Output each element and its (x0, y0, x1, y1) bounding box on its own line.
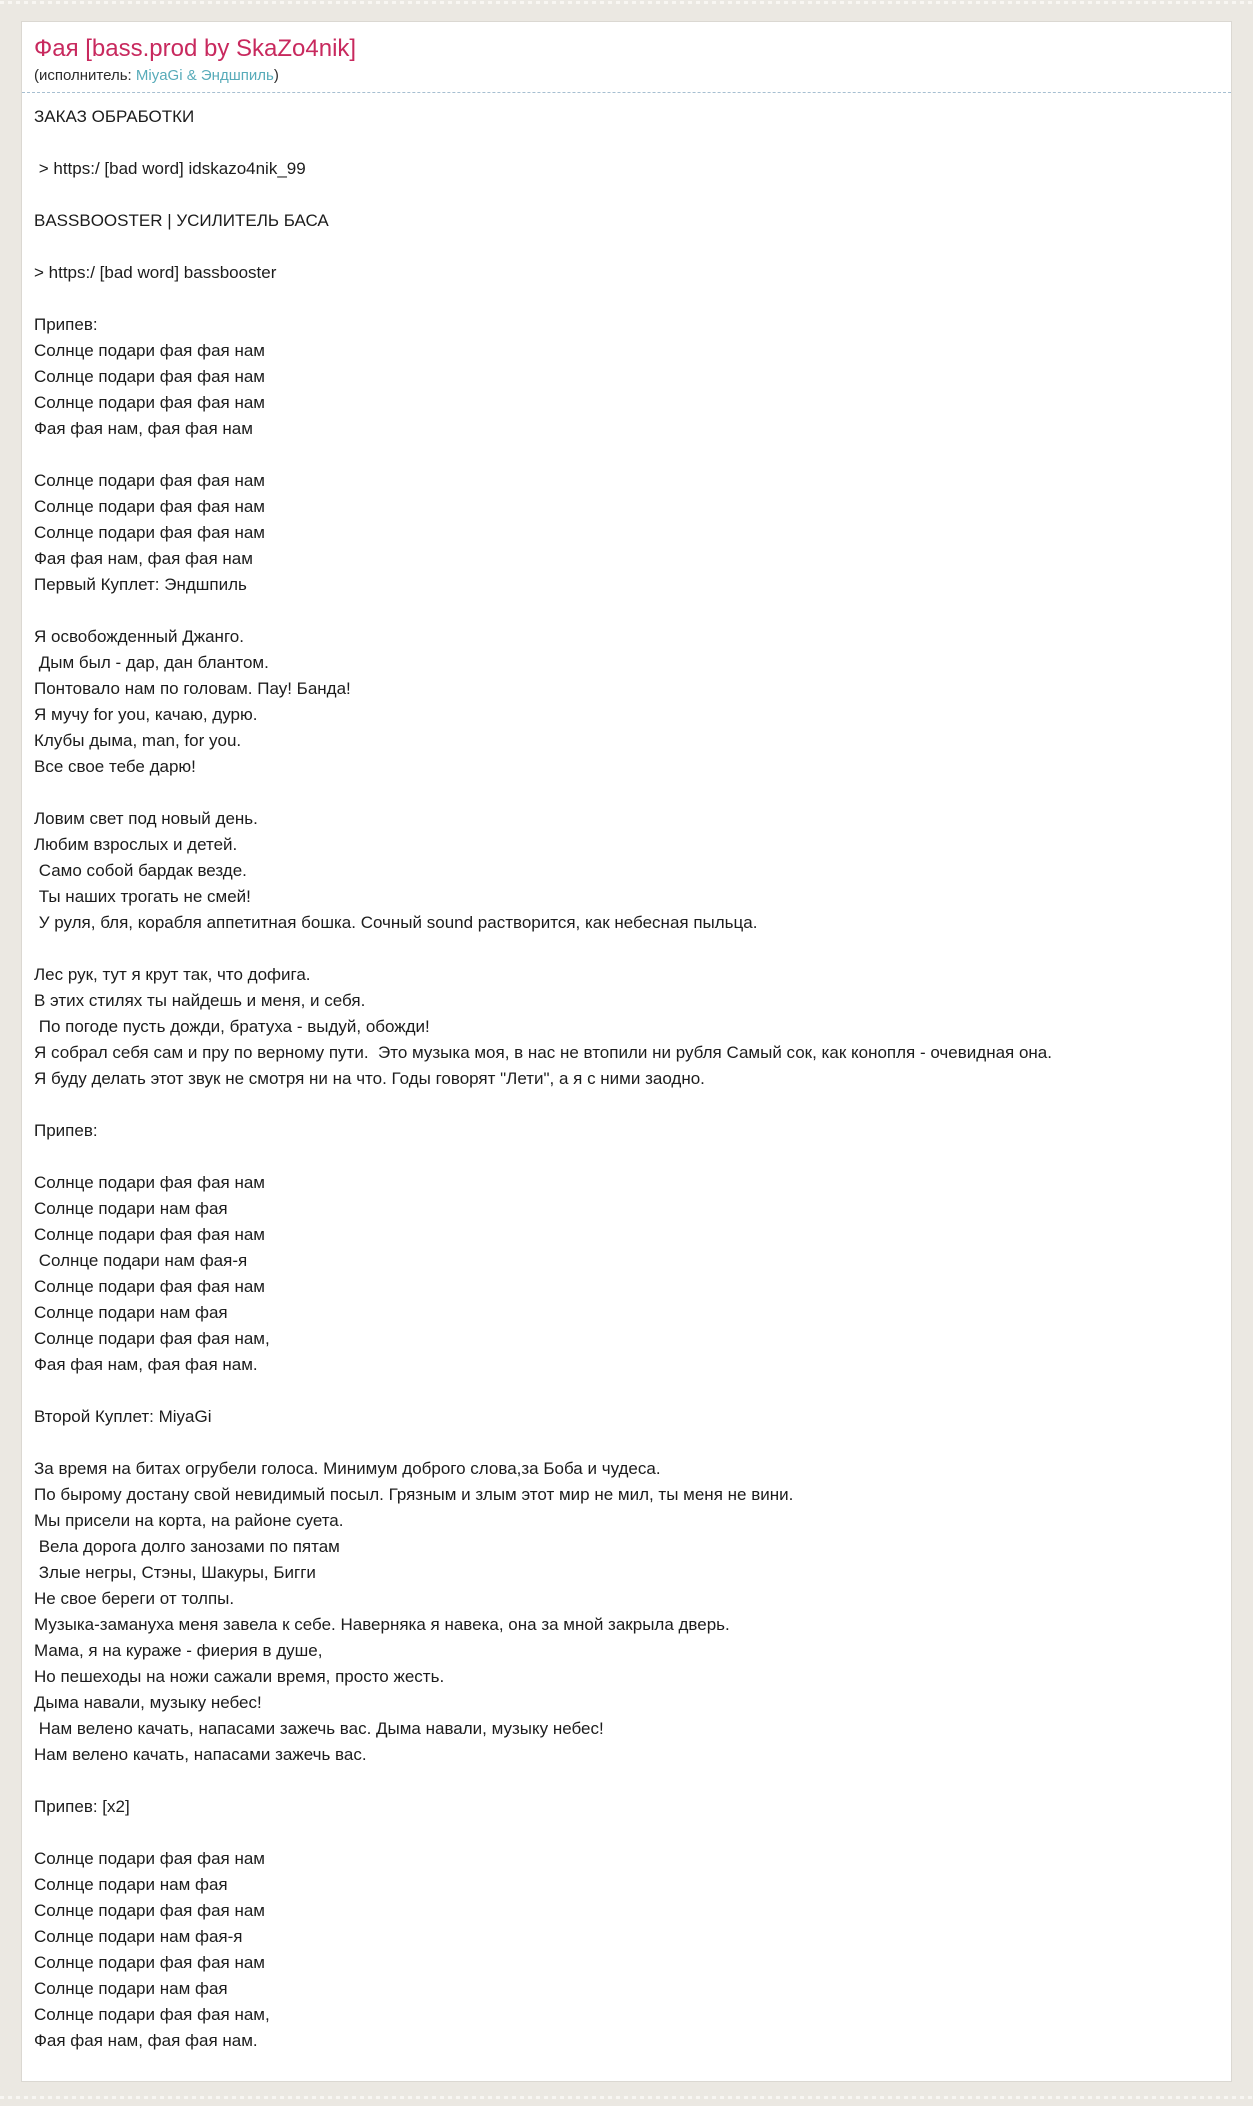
lyrics-text (34, 104, 1231, 2054)
lyric-line: Вела дорога долго занозами по пятам (34, 1536, 340, 1556)
lyric-line (34, 1430, 1231, 1456)
lyric-line: Солнце подари фая фая нам (34, 470, 265, 490)
lyric-line: По погоде пусть дожди, братуха - выдуй, обожди! (34, 1016, 430, 1036)
lyric-line: Все свое тебе дарю! (34, 756, 196, 776)
lyric-line: BASSBOOSTER | УСИЛИТЕЛЬ БАСА (34, 210, 329, 230)
lyric-line: Лес рук, тут я крут так, что дофига. (34, 964, 311, 984)
lyric-line (34, 1378, 1231, 1404)
lyric-line: Солнце подари нам фая (34, 1978, 228, 1998)
lyric-line: > https:/ [bad word] bassbooster (34, 262, 277, 282)
page-bottom-dotted-border (0, 2096, 1253, 2099)
lyric-line: Фая фая нам, фая фая нам (34, 548, 253, 568)
lyric-line: Дым был - дар, дан блантом. (34, 652, 269, 672)
lyric-line: Солнце подари фая фая нам (34, 1224, 265, 1244)
lyric-line: Само собой бардак везде. (34, 860, 247, 880)
lyric-line: Солнце подари фая фая нам (34, 1276, 265, 1296)
lyric-line: Солнце подари фая фая нам (34, 1952, 265, 1972)
lyric-line: Мама, я на кураже - фиерия в душе, (34, 1640, 323, 1660)
lyric-line: У руля, бля, корабля аппетитная бошка. Сочный sound растворится, как небесная пыльца. (34, 912, 758, 932)
lyric-line: В этих стилях ты найдешь и меня, и себя. (34, 990, 366, 1010)
lyric-line (34, 442, 1231, 468)
lyric-line (34, 130, 1231, 156)
lyric-line: Солнце подари нам фая-я (34, 1250, 248, 1270)
lyric-line: Солнце подари нам фая (34, 1874, 228, 1894)
lyric-line: Злые негры, Стэны, Шакуры, Бигги (34, 1562, 316, 1582)
lyric-line: Солнце подари фая фая нам (34, 496, 265, 516)
subtitle-close-paren: ) (273, 67, 279, 84)
page-top-dotted-border (0, 1, 1253, 4)
lyric-line: > https:/ [bad word] idskazo4nik_99 (34, 158, 306, 178)
lyric-line: Припев: (34, 314, 98, 334)
lyric-line: Ты наших трогать не смей! (34, 886, 251, 906)
lyric-line: Нам велено качать, напасами зажечь вас. (34, 1744, 367, 1764)
lyric-line (34, 780, 1231, 806)
lyric-line: Не свое береги от толпы. (34, 1588, 235, 1608)
lyrics-card (21, 21, 1232, 2082)
lyric-line: Музыка-замануха меня завела к себе. Наверняка я навека, она за мной закрыла дверь. (34, 1614, 730, 1634)
lyric-line: Солнце подари фая фая нам (34, 1848, 265, 1868)
lyric-line: Любим взрослых и детей. (34, 834, 238, 854)
lyric-line: Но пешеходы на ножи сажали время, просто жесть. (34, 1666, 445, 1686)
song-title: Фая [bass.prod by SkaZo4nik] (34, 35, 357, 62)
lyric-line: Мы присели на корта, на районе суета. (34, 1510, 344, 1530)
lyric-line: Фая фая нам, фая фая нам. (34, 1354, 258, 1374)
lyric-line: Дыма навали, музыку небес! (34, 1692, 262, 1712)
lyric-line: ЗАКАЗ ОБРАБОТКИ (34, 106, 195, 126)
artist-line (34, 66, 1231, 86)
lyric-line: Фая фая нам, фая фая нам. (34, 2030, 258, 2050)
lyric-line: Солнце подари фая фая нам (34, 392, 265, 412)
lyric-line: Солнце подари фая фая нам (34, 1900, 265, 1920)
lyric-line: Я освобожденный Джанго. (34, 626, 244, 646)
lyric-line: Я мучу for you, качаю, дурю. (34, 704, 258, 724)
lyric-line: За время на битах огрубели голоса. Минимум доброго слова,за Боба и чудеса. (34, 1458, 661, 1478)
dashed-separator (22, 92, 1231, 93)
lyric-line: Нам велено качать, напасами зажечь вас. Дыма навали, музыку небес! (34, 1718, 604, 1738)
lyric-line: Припев: [x2] (34, 1796, 130, 1816)
lyric-line: Солнце подари нам фая (34, 1302, 228, 1322)
lyric-line: Солнце подари фая фая нам (34, 522, 265, 542)
lyric-line: Солнце подари фая фая нам (34, 366, 265, 386)
lyric-line (34, 1092, 1231, 1118)
lyric-line (34, 1144, 1231, 1170)
lyric-line: Солнце подари нам фая-я (34, 1926, 243, 1946)
lyric-line: Ловим свет под новый день. (34, 808, 258, 828)
lyric-line (34, 234, 1231, 260)
lyric-line: Клубы дыма, man, for you. (34, 730, 242, 750)
lyric-line: Припев: (34, 1120, 98, 1140)
lyric-line: Я собрал себя сам и пру по верному пути. Это музыка моя, в нас не втопили ни рубля Самый сок, как конопля - очевидная она. (34, 1042, 1052, 1062)
lyric-line (34, 598, 1231, 624)
lyric-line: Первый Куплет: Эндшпиль (34, 574, 247, 594)
lyric-line: Солнце подари фая фая нам, (34, 1328, 270, 1348)
lyric-line: Я буду делать этот звук не смотря ни на что. Годы говорят "Лети", а я с ними заодно. (34, 1068, 705, 1088)
lyric-line: Фая фая нам, фая фая нам (34, 418, 253, 438)
lyric-line: Солнце подари фая фая нам (34, 1172, 265, 1192)
lyric-line: По бырому достану свой невидимый посыл. Грязным и злым этот мир не мил, ты меня не вини. (34, 1484, 794, 1504)
lyric-line (34, 286, 1231, 312)
artist-link[interactable]: MiyaGi & Эндшпиль (135, 67, 274, 84)
lyric-line (34, 182, 1231, 208)
artist-label: (исполнитель: (34, 67, 132, 84)
lyric-line: Понтовало нам по головам. Пау! Банда! (34, 678, 351, 698)
lyric-line: Второй Куплет: MiyaGi (34, 1406, 212, 1426)
lyric-line (34, 1820, 1231, 1846)
lyric-line (34, 936, 1231, 962)
lyric-line: Солнце подари фая фая нам, (34, 2004, 270, 2024)
lyric-line: Солнце подари фая фая нам (34, 340, 265, 360)
lyric-line (34, 1768, 1231, 1794)
lyric-line: Солнце подари нам фая (34, 1198, 228, 1218)
